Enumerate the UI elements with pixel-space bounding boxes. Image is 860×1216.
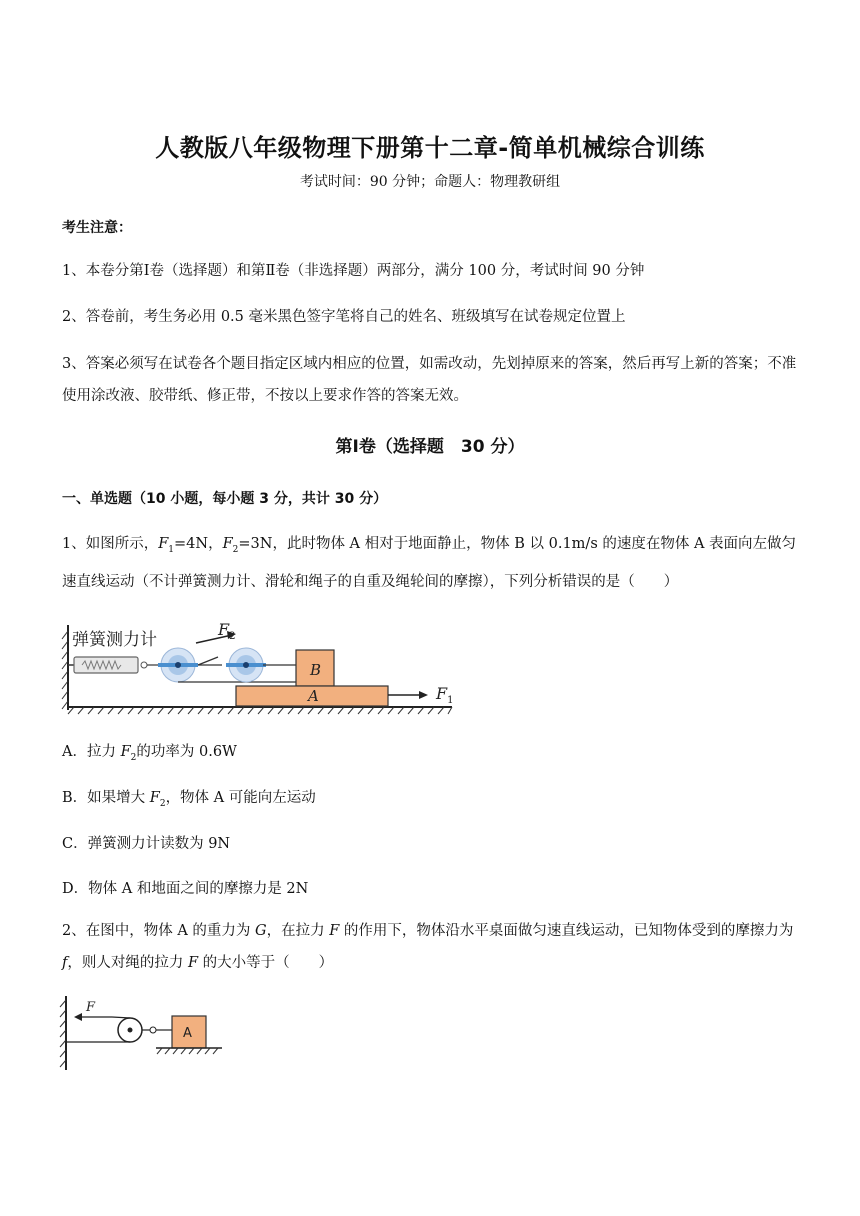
spring-scale-label: 弹簧测力计 — [72, 630, 157, 650]
question-1-text: 1、如图所示，$F_1=4N$，$F_2=3N$，此时物体 A 相对于地面静止，物体 B 以 0.1m/s 的速度在物体 A 表面向左做匀速直线运动（不计弹簧测力计、滑轮和绳子的自重及绳轮间的摩擦），下列分析错误的是（ ） — [62, 536, 797, 590]
question-type: 一、单选题（10 小题，每小题 3 分，共计 30 分） — [62, 491, 388, 507]
f1-label: $F_1$ — [436, 684, 454, 706]
exam-info: 考试时间：90 分钟；命题人：物理教研组 — [299, 174, 561, 190]
section-title: 第Ⅰ卷（选择题 30 分） — [335, 437, 525, 457]
note-3: 3、答案必须写在试卷各个题目指定区域内相应的位置，如需改动，先划掉原来的答案，然后再写上新的答案；不准使用涂改液、胶带纸、修正带，不按以上要求作答的答案无效。 — [62, 356, 797, 404]
question-1-figure — [60, 615, 460, 720]
note-1: 1、本卷分第Ⅰ卷（选择题）和第Ⅱ卷（非选择题）两部分，满分 100 分，考试时间 90 分钟 — [62, 263, 645, 279]
block-a-label: A — [183, 1026, 192, 1041]
option-b: B．如果增大 $F_2$，物体 A 可能向左运动 — [62, 790, 316, 809]
question-2-figure — [58, 994, 228, 1074]
block-b-label: B — [310, 661, 322, 679]
option-d: D．物体 A 和地面之间的摩擦力是 2N — [62, 881, 309, 897]
notice-heading: 考生注意： — [62, 220, 132, 236]
page-title: 人教版八年级物理下册第十二章-简单机械综合训练 — [155, 134, 705, 162]
spring-scale — [74, 657, 138, 673]
f-label: F — [86, 1000, 96, 1015]
option-a: A．拉力 $F_2$的功率为 0.6W — [62, 744, 237, 763]
block-a-label: A — [308, 687, 319, 705]
note-2: 2、答卷前，考生务必用 0.5 毫米黑色签字笔将自己的姓名、班级填写在试卷规定位置上 — [62, 309, 626, 325]
question-2-text: 2、在图中，物体 A 的重力为 G，在拉力 F 的作用下，物体沿水平桌面做匀速直线运动，已知物体受到的摩擦力为 f，则人对绳的拉力 F 的大小等于（ ） — [62, 923, 794, 971]
option-c: C．弹簧测力计读数为 9N — [62, 836, 231, 852]
f2-label: $F_2$ — [218, 620, 236, 642]
